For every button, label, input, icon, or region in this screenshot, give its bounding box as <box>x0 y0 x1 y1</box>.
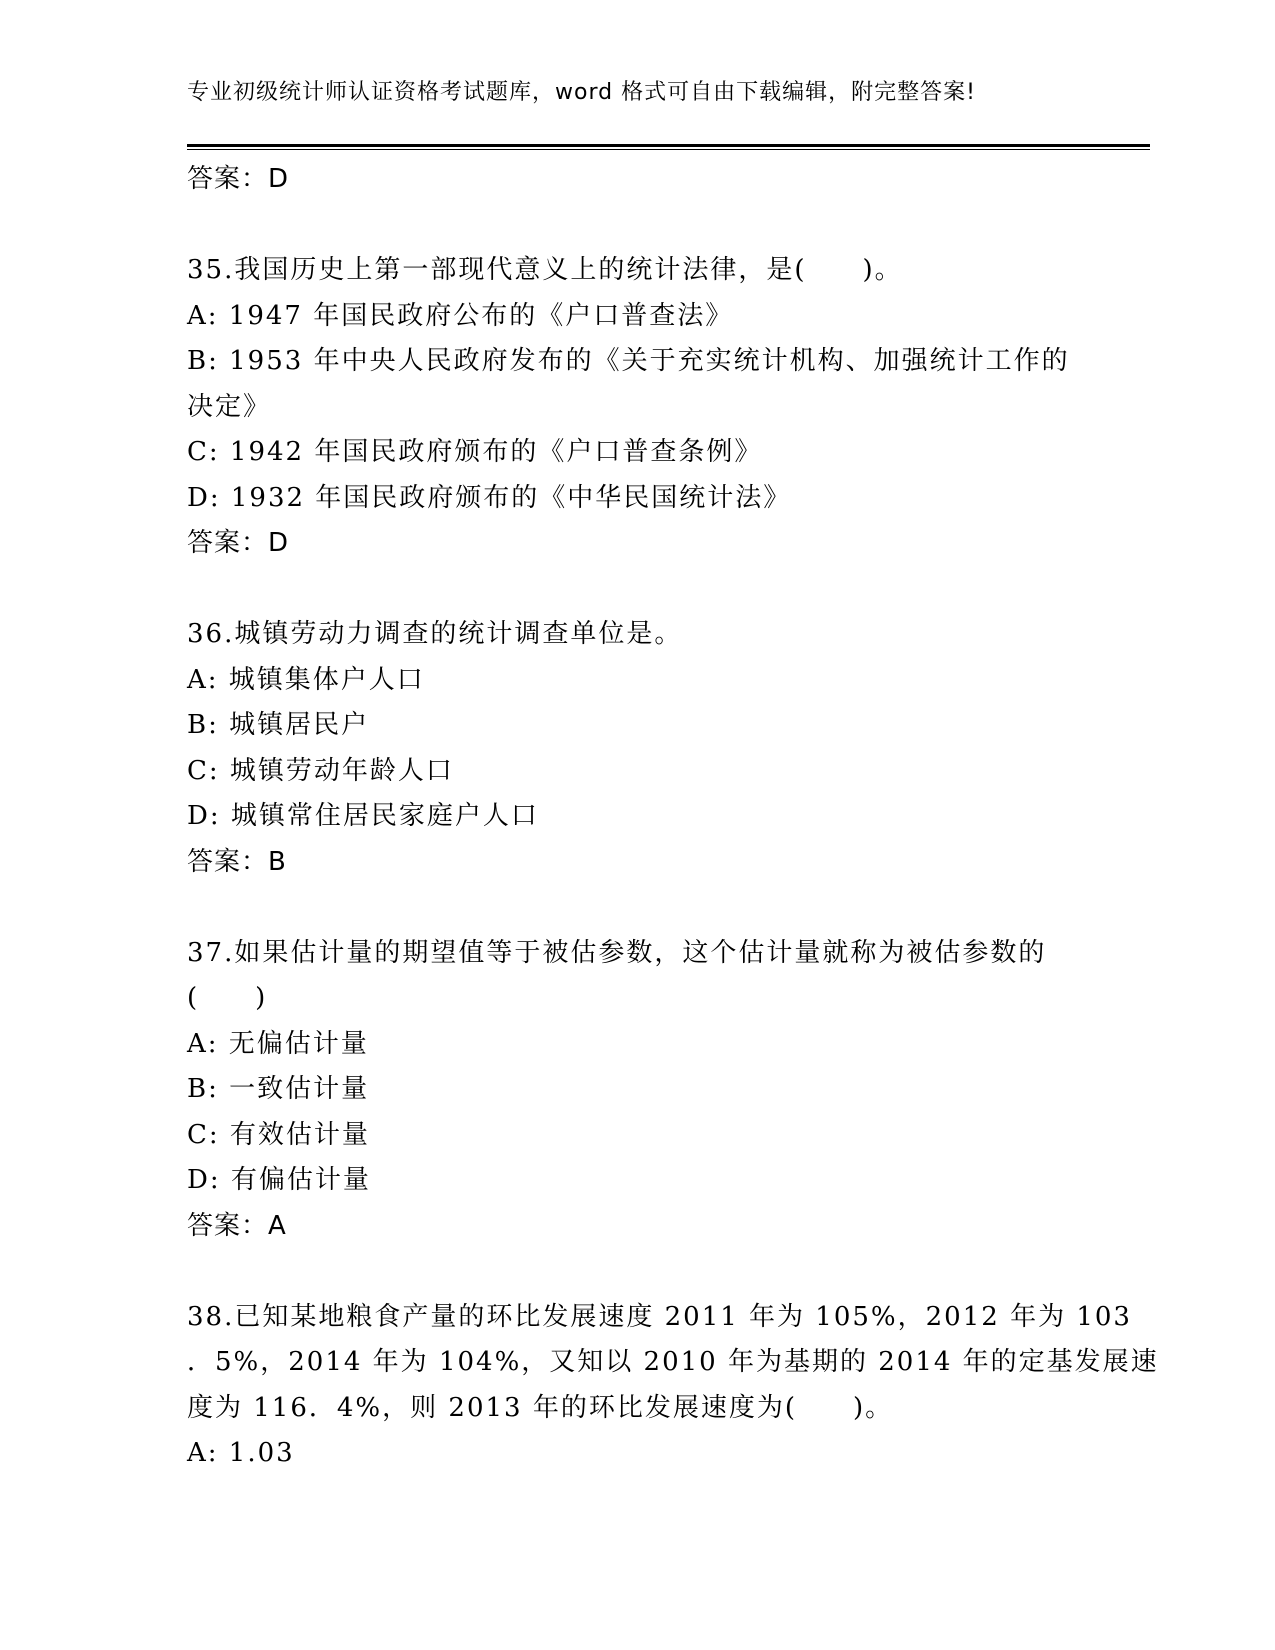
question-text-cont: 度为 116．4%，则 2013 年的环比发展速度为( )。 <box>187 1392 894 1423</box>
answer-line: 答案：A <box>187 1210 287 1241</box>
option-a: A: 1.03 <box>187 1438 295 1468</box>
answer-line: 答案：D <box>187 528 290 558</box>
header-rule-thin <box>187 149 1150 150</box>
question-text-cont: ．5%，2014 年为 104%，又知以 2010 年为基期的 2014 年的定基发展速 <box>187 1347 1159 1377</box>
question-text: 38.已知某地粮食产量的环比发展速度 2011 年为 105%，2012 年为 103 <box>187 1301 1132 1332</box>
header-rule-thick <box>187 144 1150 147</box>
option-d: D: 城镇常住居民家庭户人口 <box>187 801 539 831</box>
question-text: 35.我国历史上第一部现代意义上的统计法律，是( )。 <box>187 255 903 285</box>
option-a: A: 1947 年国民政府公布的《户口普查法》 <box>187 300 734 331</box>
question-block <box>187 931 1107 1250</box>
question-text: 37.如果估计量的期望值等于被估参数，这个估计量就称为被估参数的 <box>187 937 1047 968</box>
option-b: B: 城镇居民户 <box>187 710 370 740</box>
option-c: C: 1942 年国民政府颁布的《户口普查条例》 <box>187 437 763 467</box>
question-list <box>187 157 1159 1477</box>
option-a: A: 城镇集体户人口 <box>187 664 425 695</box>
option-d: D: 有偏估计量 <box>187 1165 371 1195</box>
question-block <box>187 1295 1159 1477</box>
page-header: 专业初级统计师认证资格考试题库，word 格式可自由下载编辑，附完整答案! <box>187 80 976 105</box>
option-c: C: 城镇劳动年龄人口 <box>187 755 454 786</box>
option-a: A: 无偏估计量 <box>187 1028 369 1059</box>
answer-line: 答案：B <box>187 846 287 877</box>
question-block <box>187 248 1107 567</box>
answer-line: 答案：D <box>187 164 290 194</box>
option-d: D: 1932 年国民政府颁布的《中华民国统计法》 <box>187 482 792 513</box>
option-c: C: 有效估计量 <box>187 1119 370 1150</box>
option-b-cont: 决定》 <box>187 391 272 422</box>
question-text-cont: ( ) <box>187 983 268 1013</box>
option-b: B: 一致估计量 <box>187 1074 370 1104</box>
option-b: B: 1953 年中央人民政府发布的《关于充实统计机构、加强统计工作的 <box>187 346 1070 376</box>
question-text: 36.城镇劳动力调查的统计调查单位是。 <box>187 619 683 649</box>
question-block <box>187 612 1107 885</box>
